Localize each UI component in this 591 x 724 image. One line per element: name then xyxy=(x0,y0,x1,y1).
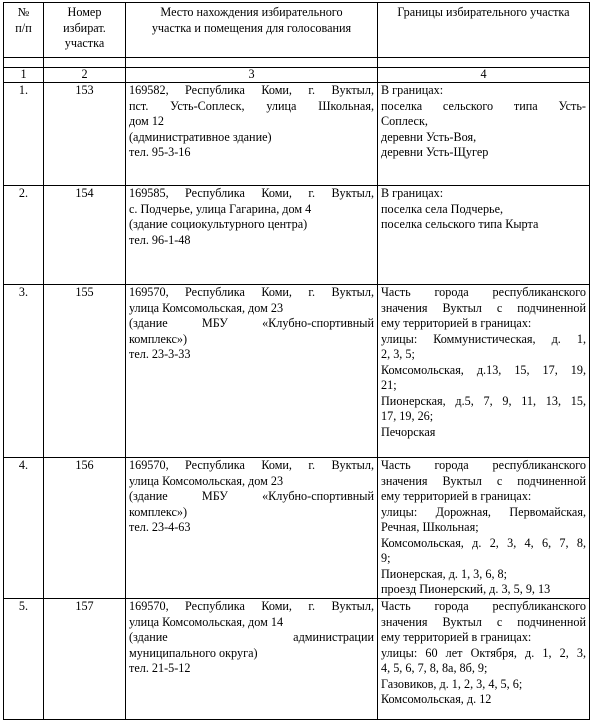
station-number: 156 xyxy=(44,458,126,599)
table-row xyxy=(4,599,590,720)
column-number: 1 xyxy=(4,68,44,83)
header-location: Место нахождения избирательного участка и помещения для голосования xyxy=(126,3,378,58)
header-number: № п/п xyxy=(4,3,44,58)
column-number: 3 xyxy=(126,68,378,83)
station-number: 153 xyxy=(44,83,126,186)
polling-stations-table xyxy=(3,2,590,720)
table-row xyxy=(4,186,590,285)
station-number: 157 xyxy=(44,599,126,720)
row-number: 3. xyxy=(4,285,44,458)
table-header-row xyxy=(4,3,590,58)
header-station-number: Номер избират. участка xyxy=(44,3,126,58)
station-location: 169570, Республика Коми, г. Вуктыл, улица Комсомольская, дом 23 (здание МБУ «Клубно-спортивный комплекс») тел. 23-3-33 xyxy=(126,285,378,458)
header-gap xyxy=(4,58,590,68)
row-number: 5. xyxy=(4,599,44,720)
station-number: 154 xyxy=(44,186,126,285)
column-number: 4 xyxy=(378,68,590,83)
station-location: 169585, Республика Коми, г. Вуктыл, с. Подчерье, улица Гагарина, дом 4 (здание социокультурного центра) тел. 96-1-48 xyxy=(126,186,378,285)
station-location: 169570, Республика Коми, г. Вуктыл, улица Комсомольская, дом 23 (здание МБУ «Клубно-спортивный комплекс») тел. 23-4-63 xyxy=(126,458,378,599)
station-location: 169582, Республика Коми, г. Вуктыл, пст. Усть-Соплеск, улица Школьная, дом 12 (административное здание) тел. 95-3-16 xyxy=(126,83,378,186)
row-number: 2. xyxy=(4,186,44,285)
row-number: 1. xyxy=(4,83,44,186)
row-number: 4. xyxy=(4,458,44,599)
document xyxy=(3,2,589,720)
table-row xyxy=(4,458,590,599)
station-boundaries: Часть города республиканского значения Вуктыл с подчиненной ему территорией в границах: улицы: Коммунистическая, д. 1, 2, 3, 5; Комсомольская, д.13, 15, 17, 19, 21; Пионерская, д.5, 7, 9, 11, 13, 15, 17, 19, 26; Печорская xyxy=(378,285,590,458)
column-number: 2 xyxy=(44,68,126,83)
station-location: 169570, Республика Коми, г. Вуктыл, улица Комсомольская, дом 14 (здание администрации муниципального округа) тел. 21-5-12 xyxy=(126,599,378,720)
station-boundaries: Часть города республиканского значения Вуктыл с подчиненной ему территорией в границах: улицы: 60 лет Октября, д. 1, 2, 3, 4, 5, 6, 7, 8, 8а, 8б, 9; Газовиков, д. 1, 2, 3, 4, 5, 6; Комсомольская, д. 12 xyxy=(378,599,590,720)
station-boundaries: В границах: поселка сельского типа Усть- Соплеск, деревни Усть-Воя, деревни Усть-Щугер xyxy=(378,83,590,186)
station-boundaries: В границах: поселка села Подчерье, поселка сельского типа Кырта xyxy=(378,186,590,285)
column-numbers-row xyxy=(4,68,590,83)
table-row xyxy=(4,285,590,458)
station-number: 155 xyxy=(44,285,126,458)
table-row xyxy=(4,83,590,186)
header-boundaries: Границы избирательного участка xyxy=(378,3,590,58)
station-boundaries: Часть города республиканского значения Вуктыл с подчиненной ему территорией в границах: улицы: Дорожная, Первомайская, Речная, Школьная; Комсомольская, д. 2, 3, 4, 6, 7, 8, 9; Пионерская, д. 1, 3, 6, 8; проезд Пионерский, д. 3, 5, 9, 13 xyxy=(378,458,590,599)
